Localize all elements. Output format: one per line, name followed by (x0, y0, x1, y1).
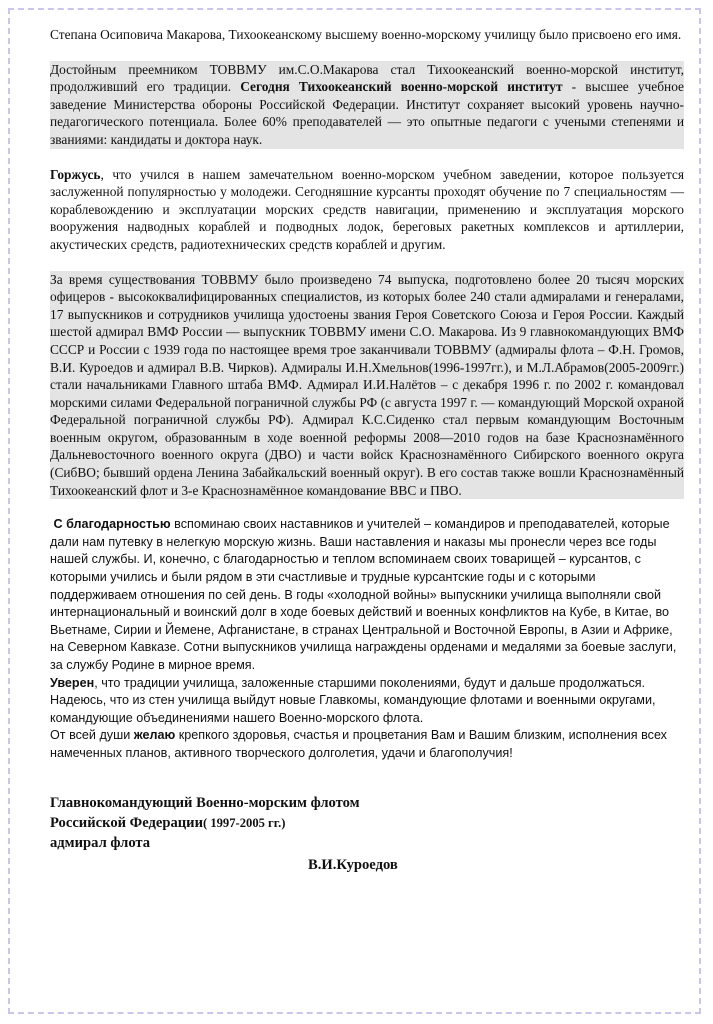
signature-name: В.И.Куроедов (308, 856, 398, 873)
institute-paragraph: Достойным преемником ТОВВМУ им.С.О.Макарова стал Тихоокеанский военно-морской институт, продолживший его традиции. Сегодня Тихоокеанский военно-морской институт - высшее учебное заведение Министерства обороны Российской Федерации. Институт сохраняет высокий уровень научно-педагогического потенциала. Более 60% преподавателей — это опытные педагоги с учеными степенями и званиями: кандидаты и доктора наук. (50, 61, 685, 147)
intro-paragraph: Степана Осиповича Макарова, Тихоокеанскому высшему военно-морскому училищу было присвоено его имя. (50, 27, 682, 42)
letter-document (50, 26, 684, 874)
gratitude-paragraph: С благодарностью вспоминаю своих наставников и учителей – командиров и преподавателей, которые дали нам путевку в нелегкую морскую жизнь. Ваши наставления и наказы мы пронесли через все годы нашей службы. И, конечно, с благодарностью и теплом вспоминаем своих товарищей – курсантов, с которыми учились и были рядом в эти счастливые и трудные курсантские годы и с которыми поддерживаем отношения по сей день. В годы «холодной войны» выпускники училища выполняли свой интернациональный и воинский долг в ходе боевых действий и военных конфликтов на Кубе, в Китае, во Вьетнаме, Сирии и Йемене, Афганистане, в странах Центральной и Восточной Европы, в Азии и Африке, на Северном Кавказе. Сотни выпускников училища награждены орденами и медалями за боевые заслуги, за службу Родине в мирное время. (50, 517, 677, 672)
wishes-paragraph: От всей души желаю крепкого здоровья, счастья и процветания Вам и Вашим близким, исполнения всех намеченных планов, активного творческого долголетия, удачи и благополучия! (50, 728, 667, 760)
confidence-paragraph: Уверен, что традиции училища, заложенные старшими поколениями, будут и дальше продолжаться. Надеюсь, что из стен училища выйдут новые Главкомы, командующие флотами и военными округами, командующие объединениями нашего Военно-морского флота. (50, 675, 656, 725)
signature-block (50, 793, 684, 853)
signature-title: Главнокомандующий Военно-морским флотом (50, 794, 360, 811)
history-paragraph: За время существования ТОВВМУ было произведено 74 выпуска, подготовлено более 20 тысяч морских офицеров - высококвалифицированных специалистов, из которых более 240 стали адмиралами и генералами, 17 выпускников и сотрудников училища удостоены звания Героя Советского Союза и Героя России. Каждый шестой адмирал ВМФ России — выпускник ТОВВМУ имени С.О. Макарова. Из 9 главнокомандующих ВМФ СССР и России с 1939 года по настоящее время трое заканчивали ТОВВМУ (адмиралы флота – Ф.Н. Громов, В.И. Куроедов и адмирал В.В. Чирков). Адмиралы И.Н.Хмельнов(1996-1997гг.), и М.Л.Абрамов(2005-2009гг.) стали начальниками Главного штаба ВМФ. Адмирал И.И.Налётов – с декабря 1996 г. по 2002 г. командовал морскими силами Федеральной пограничной службы РФ (с августа 1997 г. — командующий Морской охраной Федеральной пограничной службы РФ). Адмирал К.С.Сиденко стал первым командующим Восточным военным округом, образованным в ходе военной реформы 2008—2010 годов на базе Краснознамённого Дальневосточного военного округа (ДВО) и части войск Краснознамённого Сибирского военного округа (СибВО; бывший ордена Ленина Забайкальский военный округ). В его состав также вошли Краснознамённый Тихоокеанский флот и 3-е Краснознамённое командование ВВС и ПВО. (50, 271, 684, 498)
signature-org: Российской Федерации( 1997-2005 гг.) (50, 814, 286, 831)
signature-rank: адмирал флота (50, 834, 151, 851)
pride-paragraph: Горжусь, что учился в нашем замечательном военно-морском учебном заведении, которое пользуется заслуженной популярностью у молодежи. Сегодняшние курсанты проходят обучение по 7 специальностям — кораблевождению и эксплуатации морских средств навигации, применению и эксплуатация морского вооружения надводных кораблей и подводных лодок, береговых ракетных комплексов и артиллерии, акустических средств, радиотехнических средств кораблей и другим. (50, 166, 684, 252)
